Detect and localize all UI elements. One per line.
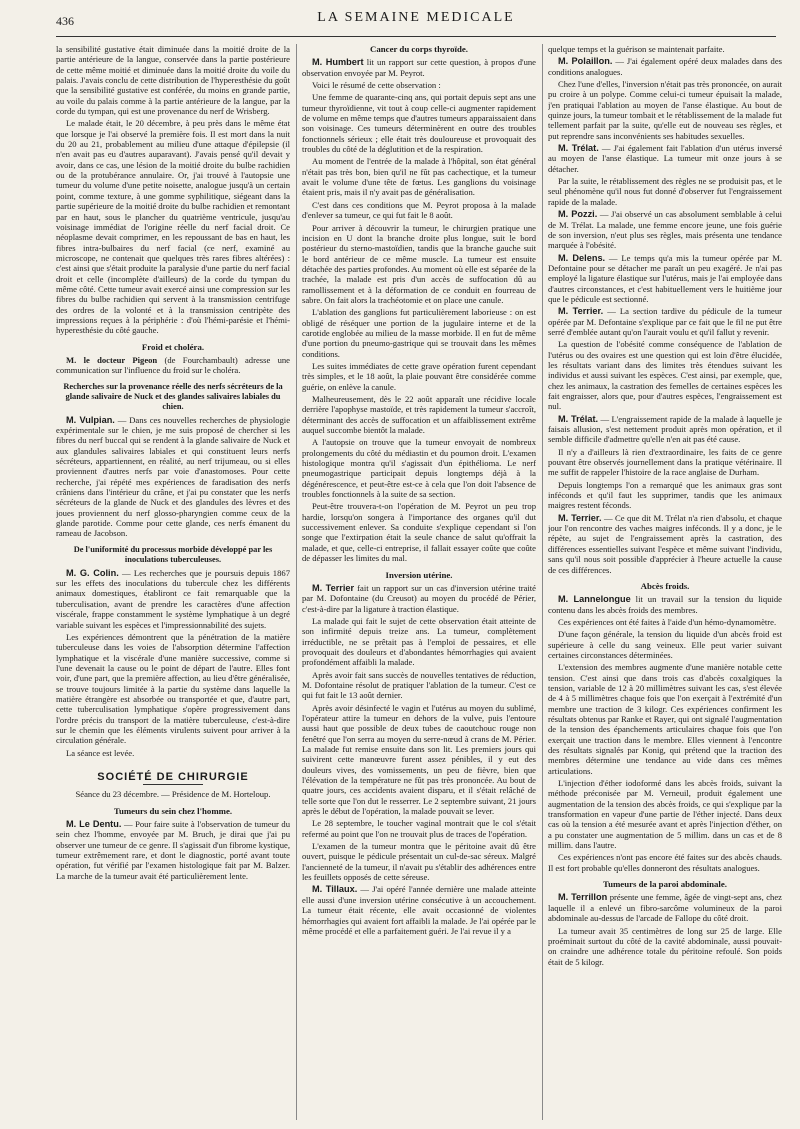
paragraph-text: — Pour faire suite à l'observation de tumeur du sein chez l'homme, envoyée par M. Bruch, je dirai que j'ai pu observer une tumeur de ce genre. Il s'agissait d'un fibrome kystique, tumeur extrêmement rare, et dont le diagnostic, porté avant toute opération, fut vérifié par l'examen histologique fait par M. Balzer. La marche de la tumeur avait été particulièrement lente.	[56, 819, 290, 881]
paragraph-text: lit un rapport sur cette question, à propos d'une observation envoyée par M. Peyrot.	[302, 57, 536, 78]
section-heading: Tumeurs de la paroi abdominale.	[603, 879, 727, 890]
paragraph: Pour arriver à découvrir la tumeur, le chirurgien pratique une incision en U dont la branche droite plus longue, suit le bord postérieur du sterno-mastoïdien, tandis que la branche gauche suit le bord antérieur de ce même muscle. La tumeur est ensuite détachée des parties profondes. Au moment où elle est séparée de la trachée, la malade est pris d'un accès de suffocation dû au ramollissement et à la déformation de ce conduit en fourreau de sabre. On fait alors la trachéotomie et on place une canule.	[302, 222, 536, 305]
paragraph: La tumeur avait 35 centimètres de long sur 25 de large. Elle proéminait surtout du côté de la cavité abdominale, aussi pouvait-on craindre une adhérence totale du péritoine refoulé. Son poids était de 5 kilogr.	[548, 925, 782, 967]
paragraph	[548, 513, 782, 575]
paragraph: Le malade était, le 20 décembre, à peu près dans le même état que lorsque je l'ai observé la première fois. Il est mort dans la nuit du 20 au 21, probablement au milieu d'une attaque d'épilepsie (il n'en avait pas eu d'autres auparavant). J'avais pensé qu'il devait y avoir, dans ce cas, une lésion de la moitié droite du bulbe rachidien ou de la protubérance annulaire. Or, j'ai trouvé à l'autopsie une tumeur du volume d'une petite noisette, analogue jusqu'à un certain point, comme texture, à une gomme syphilitique, siégeant dans la partie supérieure de la moitié droite du bulbe rachidien et remontant par en haut, sous le plancher du quatrième ventricule, jusqu'au voisinage immédiat de l'origine réelle du nerf facial droit. Ce néoplasme devait comprimer, en les repoussant de bas en haut, les fibres intra-bulbaires du nerf facial (ce nerf, examiné au microscope, ne contenait que quelques très rares fibres altérées) : c'est ainsi que s'était produite la paralysie d'une partie du nerf facial droit et celle (incomplète d'ailleurs) de la corde du tympan du même côté. Cette tumeur avait exercé ainsi une compression sur les fibres du bulbe rachidien qui servent à la transmission centrifuge des ordres de la volonté et à la transmission centripète des impressions reçues à la périphérie : d'où l'hémi-parésie et l'hémi-hyperesthésie du côté gauche.	[56, 118, 290, 336]
page-header	[56, 6, 776, 37]
paragraph-text: — La section tardive du pédicule de la tumeur opérée par M. Defontaine s'explique par ce fait que le fil ne put être serré d'emblée autant qu'on l'aurait voulu et qu'il fallut y revenir.	[548, 306, 782, 337]
divider	[143, 784, 203, 785]
paragraph: L'examen de la tumeur montra que le péritoine avait dû être ouvert, puisque le pédicule présentait un cul-de-sac séreux. Malgré l'ancienneté de la tumeur, il n'avait pu s'établir des adhérences entre les feuillets opposés de cette séreuse.	[302, 841, 536, 883]
paragraph	[548, 253, 782, 305]
paragraph: C'est dans ces conditions que M. Peyrot proposa à la malade d'enlever sa tumeur, ce qui fut fait le 8 août.	[302, 199, 536, 221]
speaker-name: M. Polaillon.	[558, 56, 613, 67]
speaker-name: M. Delens.	[558, 252, 606, 263]
paragraph-text: — J'ai opéré l'année dernière une malade atteinte elle aussi d'une inversion utérine consécutive à un accouchement. La tumeur était récente, elle avait occasionné de violentes hémorrhagies qui avaient fort affaibli la malade. Je l'ai opérée par le même procédé et elle a parfaitement guéri. Je l'ai revue il y a	[302, 884, 536, 936]
speaker-name: M. Tillaux.	[312, 884, 358, 895]
section-heading: Froid et choléra.	[141, 341, 205, 352]
paragraph: Peut-être trouvera-t-on l'opération de M. Peyrot un peu trop hardie, lorsqu'on songera à l'importance des organes qu'il dut successivement enlever. Sa conduite s'explique cependant si l'on songe que l'extirpation était la seule chance de salut qu'offrait la malade, et que, celle-ci entreprise, il fallait essayer coûte que coûte de dépasser les limites du mal.	[302, 501, 536, 564]
paragraph	[302, 884, 536, 936]
section-heading: De l'uniformité du processus morbide développé par les inoculations tuberculeuses.	[73, 544, 273, 564]
paragraph-text: — J'ai observé un cas absolument semblable à celui de M. Trélat. La malade, une femme encore jeune, une fois guérie de son inversion, n'eut plus ses règles, mais présenta une tendance marquée à l'obésité.	[548, 209, 782, 251]
paragraph-text: — Dans ces nouvelles recherches de physiologie expérimentale sur le chien, je me suis proposé de chercher si les fibres du nerf buccal qui se rendent à la glande salivaire de Nuck et aux glandules salivaires labiales et qui constituent leurs nerfs sécréteurs, appartiennent, en réalité, au nerf trijumeau, ou si elles proviennent d'autres nerfs par voie d'anastomoses. Pour cette recherche, j'ai répété mes expériences de faradisation des nerfs crâniens dans l'intérieur du crâne, et j'ai pu constater que les nerfs sécréteurs de la glande de Nuck et des glandules des lèvres et des joues proviennent du nerf glosso-pharyngien comme ceux de la glande parotide. Comme pour cette glande, ces nerfs émanent du rameau de Jacobson.	[56, 414, 290, 539]
section-heading: Tumeurs du sein chez l'homme.	[113, 805, 233, 816]
paragraph-text: lit un travail sur la tension du liquide contenu dans les abcès froids des membres.	[548, 594, 782, 615]
paragraph: Le 28 septembre, le toucher vaginal montrait que le col s'était refermé au point que l'on ne trouvait plus de traces de l'opération.	[302, 818, 536, 839]
speaker-name: M. Trélat.	[558, 143, 599, 154]
paragraph	[56, 415, 290, 539]
speaker-name: M. Terrier.	[558, 306, 604, 317]
paragraph	[56, 568, 290, 630]
paragraph: Depuis longtemps l'on a remarqué que les animaux gras sont inféconds et qu'il faut les supprimer, tandis que les animaux maigres restent féconds.	[548, 479, 782, 511]
paragraph-text: — J'ai également opéré deux malades dans des conditions analogues.	[548, 56, 782, 77]
paragraph: La question de l'obésité comme conséquence de l'ablation de l'utérus ou des ovaires est une question qui est loin d'être élucidée, les résultats variant dans des limites très étendues suivant les individus et aussi suivant les espèces. C'est ainsi, par exemple, que, chez les animaux, la castration des femelles de certaines espèces les fait engraisser, alors que, pour d'autres espèces, l'engraissement est nul.	[548, 339, 782, 412]
column-divider	[296, 44, 297, 1120]
paragraph	[548, 414, 782, 445]
paragraph: L'ablation des ganglions fut particulièrement laborieuse : on est obligé de réséquer une portion de la jugulaire interne et de la carotide englobée au milieu de la masse morbide. Il en fut de même d'une portion du pneumo-gastrique qui se trouvait dans les mêmes conditions.	[302, 307, 536, 359]
paragraph: La séance est levée.	[66, 747, 135, 758]
paragraph: A l'autopsie on trouve que la tumeur envoyait de nombreux prolongements du côté du médiastin et du poumon droit. L'examen histologique montra qu'il s'agissait d'un épithélioma. Le nerf pneumogastrique participait depuis longtemps déjà à la dégénérescence, et peut-être est-ce à cela que l'on doit l'absence de troubles fonctionnels à la suite de sa section.	[302, 437, 536, 500]
paragraph: Il n'y a d'ailleurs là rien d'extraordinaire, les faits de ce genre pouvant être observés journellement dans la pratique vétérinaire. Il me suffit de rappeler l'histoire de la race anglaise de Durham.	[548, 446, 782, 478]
paragraph: Chez l'une d'elles, l'inversion n'était pas très prononcée, on aurait pu croire à un polype. Comme celui-ci tumeur épuisait la malade, j'en pratiquai l'ablation au moyen de l'anse élastique. Au bout de quinze jours, la tumeur tombait et le rétablissement de la malade fut tellement parfait par la suite, qu'elle eut de nouveau ses règles, et put reprendre sans inconvénients ses habitudes sexuelles.	[548, 79, 782, 141]
speaker-name: M. Le Dentu.	[66, 819, 122, 829]
paragraph	[548, 209, 782, 250]
speaker-name: M. Humbert	[312, 57, 364, 68]
paragraph	[548, 143, 782, 174]
paragraph: Après avoir fait sans succès de nouvelles tentatives de réduction, M. Dofontaine résolut de pratiquer l'ablation de la tumeur. C'est ce qui fut fait le 13 août dernier.	[302, 669, 536, 701]
paragraph: Par la suite, le rétablissement des règles ne se produisit pas, et le seul phénomène qu'il nous fut donné d'observer fut l'engraissement rapide de la malade.	[548, 176, 782, 207]
paragraph: Les suites immédiates de cette grave opération furent cependant très simples, et le 18 août, la plaie pouvant être considérée comme guérie, on enlève la canule.	[302, 360, 536, 392]
section-heading: Inversion utérine.	[385, 569, 453, 580]
paragraph: quelque temps et la guérison se maintenait parfaite.	[548, 44, 725, 54]
column-2	[302, 44, 536, 1120]
speaker-name: M. Pozzi.	[558, 209, 598, 220]
paragraph: D'une façon générale, la tension du liquide d'un abcès froid est supérieure à celle du sang veineux. Elle peut varier suivant certaines circonstances déterminées.	[548, 629, 782, 660]
paragraph-text: présente une femme, âgée de vingt-sept ans, chez laquelle il a enlevé un fibro-sarcôme volumineux de la paroi abdominale au-dessus de l'arcade de Fallope du côté droit.	[548, 892, 782, 924]
paragraph	[302, 583, 536, 614]
paragraph-text: (de Fourchambault) adresse une communication sur l'influence du froid sur le choléra.	[56, 354, 290, 376]
paragraph: L'injection d'éther iodoformé dans les abcès froids, suivant la méthode préconisée par M. Verneuil, produit également une augmentation de la tension des abcès froids, ce qui s'explique par la transformation en vapeur d'une partie de l'éther injecté. Dans deux cas où la tension a été mesurée avant et après l'injection d'éther, on a pu constater une augmentation de 5 millim. dans un cas et de 8 millim. dans l'autre.	[548, 778, 782, 851]
speaker-name: M. Terrillon	[558, 892, 608, 903]
paragraph-text: fait un rapport sur un cas d'inversion utérine traité par M. Dofontaine (du Creusot) au moyen du procédé de Périer, c'est-à-dire par la ligature à traction élastique.	[302, 582, 536, 614]
paragraph-text: — L'engraissement rapide de la malade à laquelle je faisais allusion, s'est nettement produit après mon opération, et il semble difficile d'admettre qu'elle n'en ait pas été cause.	[548, 413, 782, 445]
column-divider	[542, 44, 543, 1120]
speaker-name: M. G. Colin.	[66, 567, 119, 578]
session-line: Séance du 23 décembre. — Présidence de M. Horteloup.	[75, 789, 271, 800]
speaker-name: M. Vulpian.	[66, 414, 115, 425]
paragraph	[302, 57, 536, 78]
paragraph: Une femme de quarante-cinq ans, qui portait depuis sept ans une tumeur thyroïdienne, vit tout à coup celle-ci augmenter rapidement de volume en même temps que d'autres tumeurs apparaissaient dans son voisinage. Ces tumeurs déterminèrent en outre des troubles fonctionnels sérieux ; elle était très douloureuse et provoquait des troubles du côté de la déglutition et de la respiration.	[302, 92, 536, 155]
paragraph	[56, 819, 290, 881]
paragraph: Les expériences démontrent que la pénétration de la matière tuberculeuse dans les voies de l'absorption détermine l'affection lymphatique et la viscérale d'une manière successive, comme si l'une devenait la cause ou le point de départ de l'autre. Elles font voir, d'une part, que la première affection, au lieu d'être généralisée, se trouve toujours limitée à la partie du système dans laquelle la matière étrangère est absorbée ou transportée et que, d'autre part, cette tuberculisation lymphatique s'opère progressivement dans l'ordre précis du transport de la matière tuberculeuse, c'est-à-dire sur le chemin que les éléments virulents suivent pour arriver à la circulation générale.	[56, 631, 290, 746]
paragraph: La malade qui fait le sujet de cette observation était atteinte de son infirmité depuis treize ans. La tumeur, complètement irréductible, ne se prêtait pas à l'emploi de pessaires, et elle provoquait des douleurs et d'abondantes hémorrhagies qui avaient profondément affaibli la malade.	[302, 615, 536, 668]
paragraph	[56, 355, 290, 376]
speaker-name: M. Trélat.	[558, 413, 599, 424]
speaker-name: M. Lannelongue	[558, 594, 631, 605]
paragraph: Ces expériences n'ont pas encore été faites sur des abcès chauds. Il est fort probable qu'elles donneront des résultats analogues.	[548, 852, 782, 873]
paragraph	[548, 306, 782, 337]
paragraph	[548, 56, 782, 77]
section-heading: Abcès froids.	[640, 580, 690, 591]
section-heading: Recherches sur la provenance réelle des nerfs sécréteurs de la glande salivaire de Nuck et des glandes salivaires labiales du chien.	[63, 381, 283, 411]
paragraph: Voici le résumé de cette observation :	[312, 80, 441, 91]
paragraph: L'extension des membres augmente d'une manière notable cette tension. C'est ainsi que dans trois cas d'abcès coxalgiques la tension, variable de 12 à 20 millimètres suivant les cas, s'est élevée de 4 à 5 millimètres chaque fois que l'on exerçait à l'extrémité d'un membre une traction de 3 kilogr. Ces expériences confirment les résultats obtenus par Ranke et Rayer, qui ont signalé l'augmentation de la tension des épanchements articulaires chaque fois que l'on exerçait une traction dans le membre. Elles viennent à l'encontre des résultats signalés par Konig, qui prétend que la traction des membres détermine une tendance au vide dans ces mêmes articulations.	[548, 662, 782, 776]
paragraph-text: — J'ai également fait l'ablation d'un utérus inversé au moyen de l'anse élastique. La tumeur mit onze jours à se détacher.	[548, 143, 782, 174]
speaker-name: M. Terrier	[312, 582, 355, 593]
paragraph	[548, 892, 782, 923]
column-1	[56, 44, 290, 1120]
running-title: LA SEMAINE MEDICALE	[317, 10, 515, 25]
paragraph: Ces expériences ont été faites à l'aide d'un hémo-dynamomètre.	[558, 616, 777, 627]
paragraph: Au moment de l'entrée de la malade à l'hôpital, son état général n'était pas très bon, bien qu'il ne fût pas cachectique, et la tumeur avait le volume d'une tête de fœtus. Les ganglions du voisinage étaient pris, mais il n'y avait pas de généralisation.	[302, 156, 536, 198]
paragraph-text: — Les recherches que je poursuis depuis 1867 sur les effets des inoculations du tubercule chez les différents animaux domestiques, établiront ce fait remarquable que la tuberculisation, avant de prendre les caractères d'une affection viscérale, frappe constamment le système lymphatique à un degré variable suivant les espèces et l'impressionnabilité des sujets.	[56, 567, 290, 630]
paragraph-text: — Le temps qu'a mis la tumeur opérée par M. Defontaine pour se détacher me paraît un peu exagéré. Je n'ai pas employé la ligature élastique sur l'utérus, mais je l'ai employée dans d'autres circonstances, et c'est habituellement vers le huitième jour que le pédicule est sectionné.	[548, 252, 782, 304]
society-heading: SOCIÉTÉ DE CHIRURGIE	[97, 770, 249, 783]
column-3	[548, 44, 782, 1120]
paragraph	[548, 594, 782, 615]
paragraph: la sensibilité gustative était diminuée dans la moitié droite de la partie antérieure de la langue, conservée dans la partie postérieure de cette même moitié et diminuée dans la moitié droite du voile du palais. J'avais conclu de cette distribution de l'hyperesthésie du goût que la sensibilité gustative est conférée, du moins en grande partie, au voile du palais comme à la partie antérieure de la langue, par la corde du tympan, qui est une provenance du nerf de Wrisberg.	[56, 44, 290, 117]
section-heading: Cancer du corps thyroïde.	[370, 44, 468, 54]
paragraph: Malheureusement, dès le 22 août apparaît une récidive locale derrière l'apophyse mastoïde, et très rapidement la tumeur s'accroît, déterminant des accès de suffocation et un affaiblissement extrême auquel succombe bientôt la malade.	[302, 394, 536, 436]
paragraph-text: — Ce que dit M. Trélat n'a rien d'absolu, et chaque jour l'on rencontre des vaches maigres inféconds. Il y a donc, je le répète, au sujet de l'engraissement après la castration, des différences essentielles suivant l'espèce et même suivant l'individu, sans qu'il nous soit possible d'apprécier à l'heure actuelle la cause de ces différences.	[548, 512, 782, 575]
speaker-name: M. le docteur Pigeon	[66, 354, 158, 365]
paragraph: Après avoir désinfecté le vagin et l'utérus au moyen du sublimé, l'opérateur attire la tumeur en dehors de la vulve, puis l'entoure aussi haut que possible de deux tubes de caoutchouc rouge non fenêtré que l'on serra au moyen du serre-nœud à crans de M. Périer. La malade fut remise ensuite dans son lit. Les premiers jours qui suivirent cette manœuvre furent assez pénibles, il y eut des douleurs vives, des vomissements, un peu de fièvre, bien que l'élévation de la température ne fût pas très prononcée. Au bout de quatre jours, ces accidents avaient disparu, et il s'était relâché de telle sorte que l'on dut le resserrer. Le 2 septembre suivant, 21 jours après le début de l'opération, la malade pouvait se lever.	[302, 702, 536, 817]
page-number: 436	[56, 14, 74, 28]
speaker-name: M. Terrier.	[558, 512, 602, 523]
